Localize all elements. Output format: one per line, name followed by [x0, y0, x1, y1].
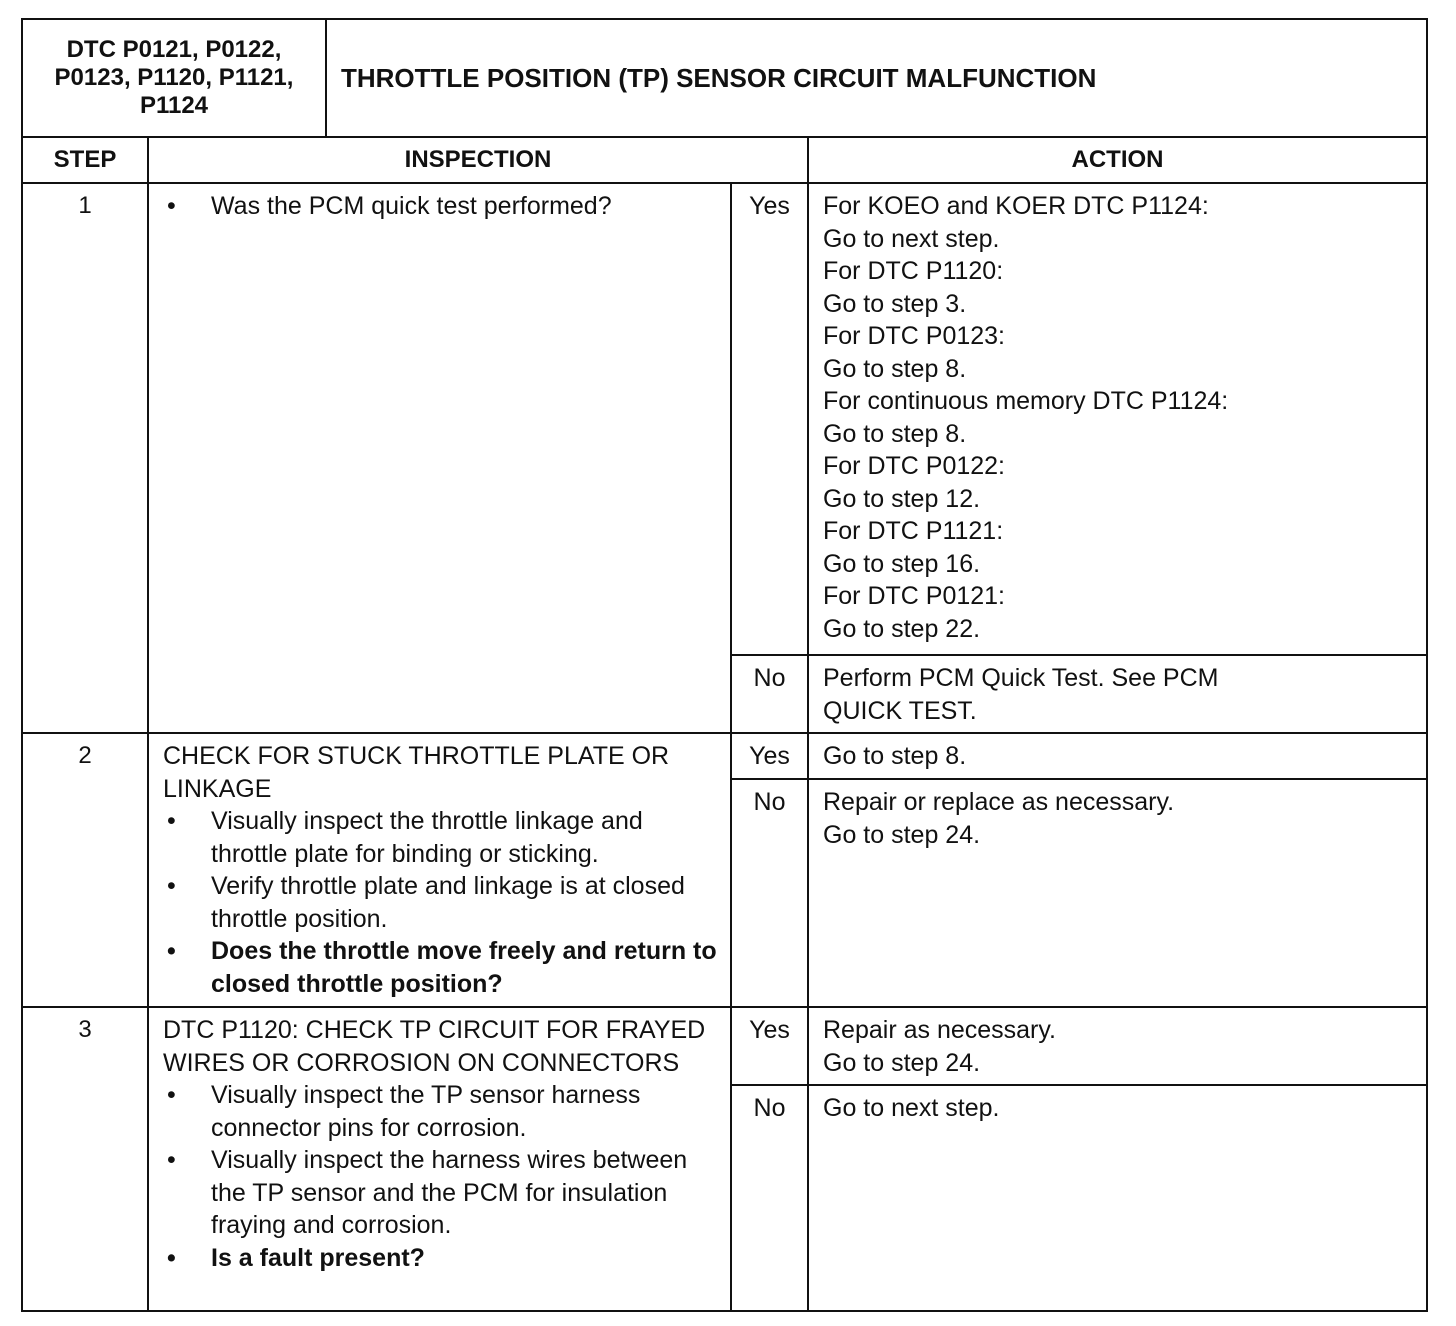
action-line: Repair or replace as necessary.	[823, 788, 1175, 816]
action-line: For continuous memory DTC P1124:	[823, 387, 1229, 415]
yes-action	[808, 183, 1427, 655]
no-action	[808, 655, 1427, 733]
yes-action	[808, 733, 1427, 779]
dtc-codes: DTC P0121, P0122, P0123, P1120, P1121, P1124	[22, 19, 326, 137]
column-header-row	[22, 137, 1427, 183]
action-line: For DTC P0122:	[823, 452, 1006, 480]
bullet-item: • Visually inspect the TP sensor harness connector pins for corrosion.	[163, 1079, 722, 1144]
inspection-cell	[148, 733, 731, 1007]
action-line: Go to step 8.	[823, 354, 967, 383]
inspection-bullets	[163, 805, 722, 1000]
yes-label: Yes	[731, 1007, 808, 1085]
action-line: Go to step 24.	[823, 820, 981, 849]
bullet-item: • Was the PCM quick test performed?	[163, 190, 722, 223]
inspection-bullets	[163, 1079, 722, 1274]
bullet-item: • Visually inspect the harness wires between the TP sensor and the PCM for insulation fraying and corrosion.	[163, 1144, 722, 1242]
no-action	[808, 779, 1427, 1007]
action-line: Repair as necessary.	[823, 1016, 1056, 1044]
action-line: QUICK TEST.	[823, 696, 977, 725]
diagnostic-table	[21, 18, 1428, 1312]
yes-label: Yes	[731, 183, 808, 655]
dtc-procedure-document	[21, 18, 1426, 1312]
action-line: For DTC P0123:	[823, 322, 1006, 350]
no-label: No	[731, 779, 808, 1007]
page-title: THROTTLE POSITION (TP) SENSOR CIRCUIT MALFUNCTION	[326, 19, 1427, 137]
step-number: 2	[22, 733, 148, 1007]
action-line: For DTC P0121:	[823, 582, 1006, 610]
bullet-question: • Is a fault present?	[163, 1242, 722, 1275]
bullet-item: • Visually inspect the throttle linkage and throttle plate for binding or sticking.	[163, 805, 722, 870]
yes-action	[808, 1007, 1427, 1085]
no-label: No	[731, 655, 808, 733]
action-line: For KOEO and KOER DTC P1124:	[823, 192, 1209, 220]
inspection-cell	[148, 1007, 731, 1311]
column-header-step: STEP	[22, 137, 148, 183]
bullet-item: • Verify throttle plate and linkage is at closed throttle position.	[163, 870, 722, 935]
action-line: Go to step 24.	[823, 1048, 981, 1077]
step-number: 3	[22, 1007, 148, 1311]
no-label: No	[731, 1085, 808, 1311]
action-line: For DTC P1120:	[823, 257, 1004, 285]
no-action	[808, 1085, 1427, 1311]
action-line: Go to next step.	[823, 224, 1000, 253]
bullet-question: • Does the throttle move freely and return to closed throttle position?	[163, 935, 722, 1000]
action-line: Go to step 12.	[823, 484, 981, 513]
inspection-cell	[148, 183, 731, 733]
header-row	[22, 19, 1427, 137]
step-number: 1	[22, 183, 148, 733]
action-line: Go to next step.	[823, 1094, 1000, 1122]
action-line: Perform PCM Quick Test. See PCM	[823, 664, 1219, 692]
action-line: Go to step 16.	[823, 549, 981, 578]
action-line: Go to step 3.	[823, 289, 967, 318]
action-line: For DTC P1121:	[823, 517, 1004, 545]
step-row	[22, 1007, 1427, 1085]
action-line: Go to step 8.	[823, 742, 967, 770]
step-heading: DTC P1120: CHECK TP CIRCUIT FOR FRAYED WIRES OR CORROSION ON CONNECTORS	[163, 1016, 706, 1077]
inspection-bullets	[163, 190, 722, 223]
action-line: Go to step 8.	[823, 419, 967, 448]
yes-label: Yes	[731, 733, 808, 779]
step-row	[22, 733, 1427, 779]
action-line: Go to step 22.	[823, 614, 981, 643]
step-heading: CHECK FOR STUCK THROTTLE PLATE OR LINKAGE	[163, 742, 670, 803]
column-header-action: ACTION	[808, 137, 1427, 183]
column-header-inspection: INSPECTION	[148, 137, 808, 183]
step-row	[22, 183, 1427, 655]
